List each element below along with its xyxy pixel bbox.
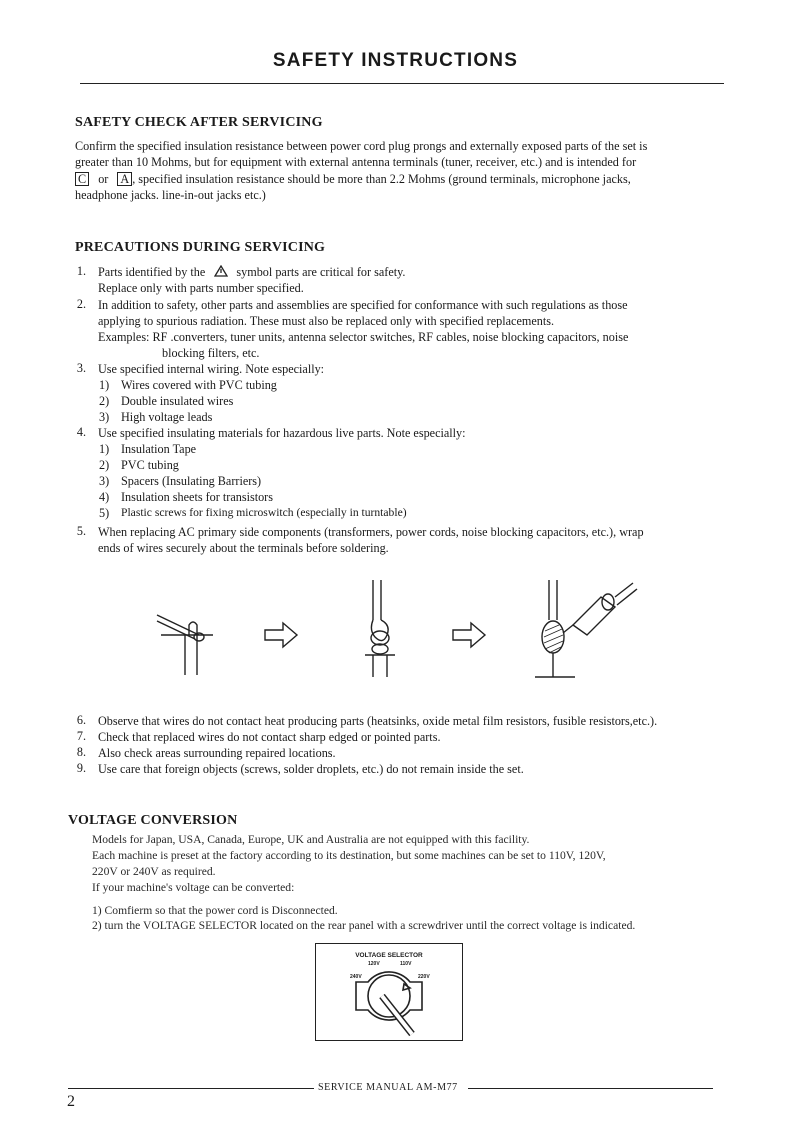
safety-check-line-3 [75, 171, 631, 187]
footer-rule-left [68, 1088, 314, 1089]
voltage-line: Models for Japan, USA, Canada, Europe, UK and Australia are not equipped with this facility. [92, 833, 530, 846]
voltage-line: 220V or 240V as required. [92, 865, 216, 878]
voltage-240-label: 240V [350, 974, 362, 980]
voltage-110-label: 110V [400, 961, 412, 967]
wire-wrap-illustration [155, 575, 655, 685]
sub-item-number: 3) [99, 474, 110, 488]
precaution-text: symbol parts are critical for safety. [236, 265, 406, 279]
sub-item-number: 1) [99, 442, 110, 456]
page-number: 2 [67, 1093, 75, 1110]
precaution-line: Examples: RF .converters, tuner units, antenna selector switches, RF cables, noise blocking capacitors, noise [98, 330, 629, 344]
voltage-220-label: 220V [418, 974, 430, 980]
precaution-line: Replace only with parts number specified. [98, 281, 304, 295]
precaution-text: Parts identified by the [98, 265, 206, 279]
voltage-120-label: 120V [368, 961, 380, 967]
precaution-line: applying to spurious radiation. These must also be replaced only with specified replacements. [98, 314, 555, 328]
voltage-line: 2) turn the VOLTAGE SELECTOR located on the rear panel with a screwdriver until the correct voltage is indicated. [92, 919, 636, 932]
class-c-box: C [75, 172, 89, 186]
safety-check-line: headphone jacks. line-in-out jacks etc.) [75, 188, 266, 202]
voltage-line: Each machine is preset at the factory according to its destination, but some machines can be set to 110V, 120V, [92, 849, 606, 862]
sub-item-number: 2) [99, 394, 110, 408]
item-number: 7. [76, 729, 86, 743]
item-number: 3. [76, 361, 86, 375]
voltage-line: If your machine's voltage can be converted: [92, 881, 295, 894]
precaution-line: blocking filters, etc. [162, 346, 260, 360]
or-text: or [98, 172, 109, 186]
footer-title: SERVICE MANUAL AM-M77 [318, 1082, 458, 1093]
item-number: 8. [76, 745, 86, 759]
precaution-line: Insulation sheets for transistors [121, 490, 273, 504]
item-number: 9. [76, 761, 86, 775]
precaution-line: Wires covered with PVC tubing [121, 378, 277, 392]
precaution-line: Plastic screws for fixing microswitch (especially in turntable) [121, 506, 407, 519]
warning-triangle-icon [214, 265, 228, 277]
sub-item-number: 2) [99, 458, 110, 472]
precaution-line: When replacing AC primary side components (transformers, power cords, noise blocking capacitors, etc.), wrap [98, 525, 644, 539]
precaution-line: Insulation Tape [121, 442, 197, 456]
footer-rule-right [468, 1088, 713, 1089]
precaution-line: ends of wires securely about the terminals before soldering. [98, 541, 389, 555]
precaution-line: In addition to safety, other parts and assemblies are specified for conformance with such regulations as those [98, 298, 628, 312]
safety-check-rest: , specified insulation resistance should be more than 2.2 Mohms (ground terminals, microphone jacks, [132, 172, 631, 186]
safety-check-line: greater than 10 Mohms, but for equipment with external antenna terminals (tuner, receiver, etc.) and is intended for [75, 155, 637, 169]
voltage-selector-label: VOLTAGE SELECTOR [355, 952, 423, 959]
page-title: SAFETY INSTRUCTIONS [272, 50, 519, 71]
item-number: 2. [76, 297, 86, 311]
voltage-heading: VOLTAGE CONVERSION [68, 813, 238, 828]
precaution-line: PVC tubing [121, 458, 179, 472]
item-number: 6. [76, 713, 86, 727]
voltage-selector-figure [315, 943, 463, 1041]
voltage-line: 1) Comfierm so that the power cord is Disconnected. [92, 904, 338, 917]
precaution-line [98, 264, 405, 280]
precaution-line: Use care that foreign objects (screws, solder droplets, etc.) do not remain inside the set. [98, 762, 524, 776]
sub-item-number: 1) [99, 378, 110, 392]
sub-item-number: 5) [99, 506, 110, 520]
precaution-line: Spacers (Insulating Barriers) [121, 474, 262, 488]
sub-item-number: 3) [99, 410, 110, 424]
title-rule [80, 83, 724, 84]
precautions-heading: PRECAUTIONS DURING SERVICING [75, 240, 326, 255]
safety-check-heading: SAFETY CHECK AFTER SERVICING [75, 115, 323, 130]
item-number: 4. [76, 425, 86, 439]
precaution-line: Also check areas surrounding repaired locations. [98, 746, 336, 760]
precaution-line: Check that replaced wires do not contact sharp edged or pointed parts. [98, 730, 441, 744]
item-number: 5. [76, 524, 86, 538]
sub-item-number: 4) [99, 490, 110, 504]
safety-check-line: Confirm the specified insulation resistance between power cord plug prongs and externally exposed parts of the set is [75, 139, 648, 153]
item-number: 1. [76, 264, 86, 278]
precaution-line: Use specified internal wiring. Note especially: [98, 362, 325, 376]
selector-dial-icon [316, 944, 462, 1040]
precaution-line: Use specified insulating materials for hazardous live parts. Note especially: [98, 426, 466, 440]
precaution-line: Observe that wires do not contact heat producing parts (heatsinks, oxide metal film resistors, fusible resistors,etc.). [98, 714, 658, 728]
class-a-box: A [117, 172, 132, 186]
precaution-line: High voltage leads [121, 410, 213, 424]
precaution-line: Double insulated wires [121, 394, 234, 408]
